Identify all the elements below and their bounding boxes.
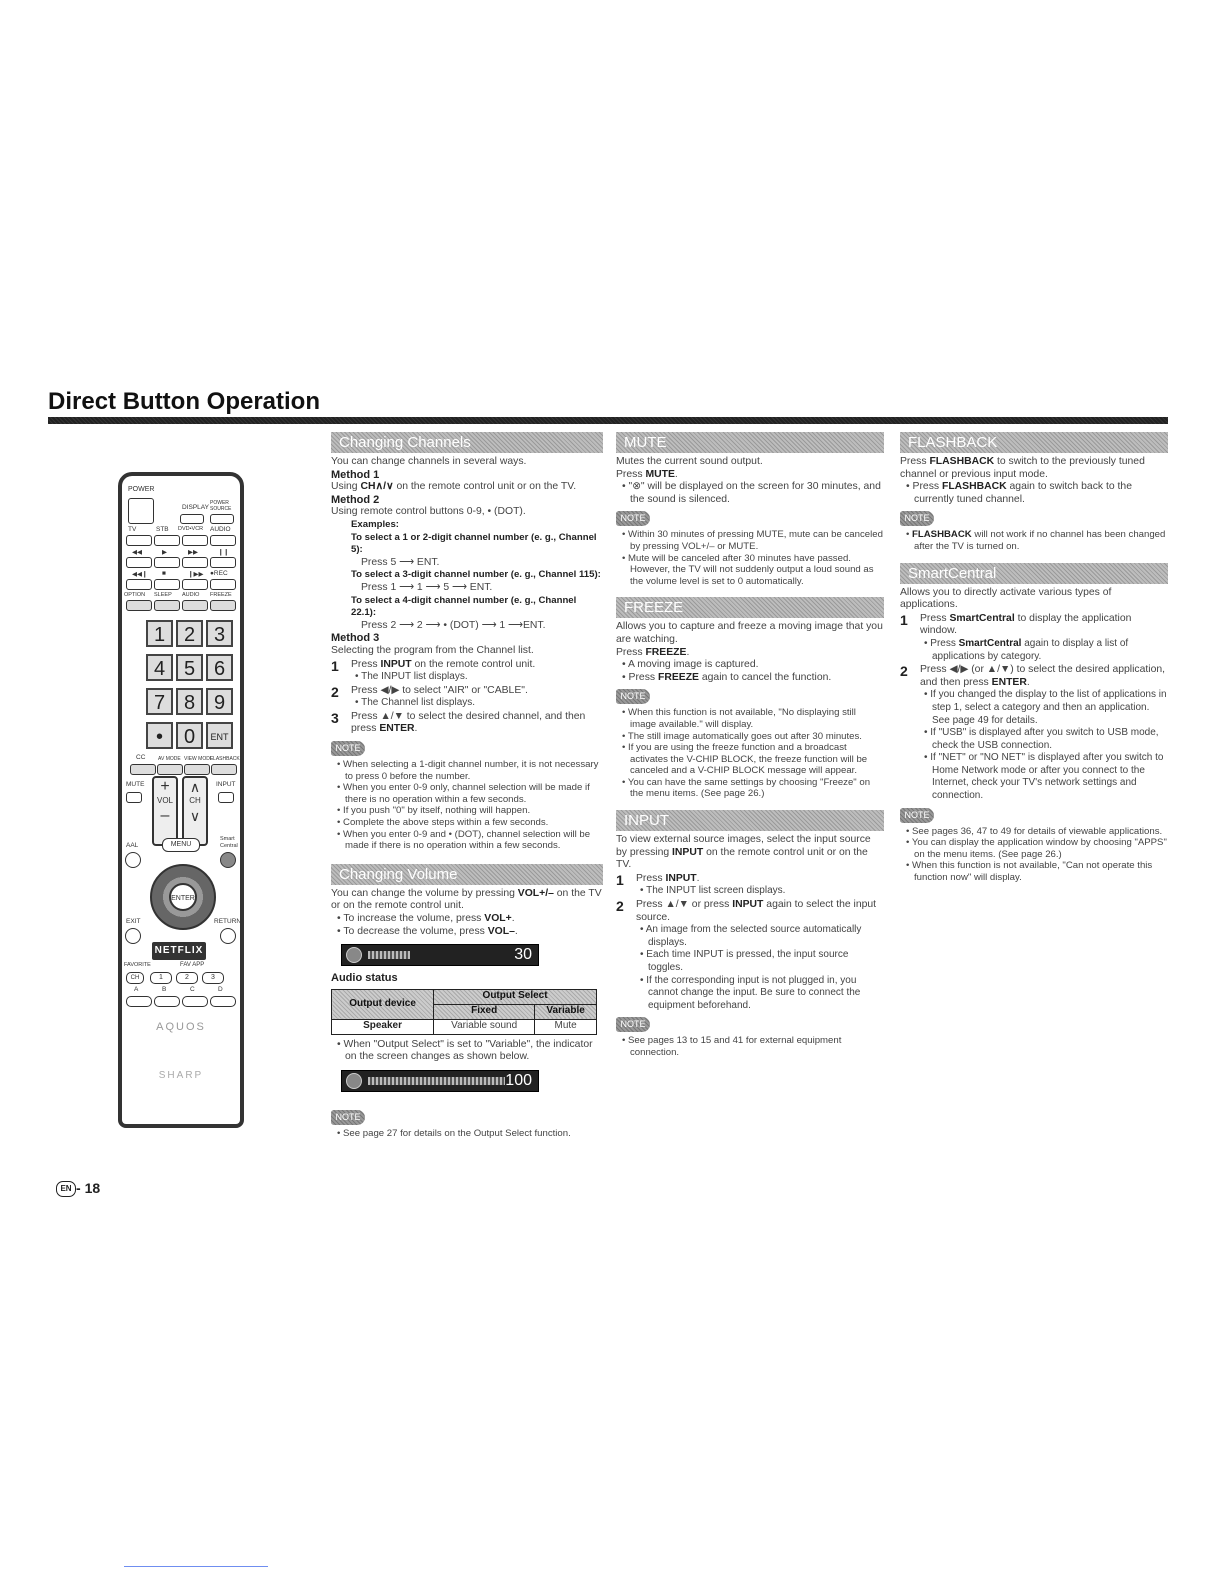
remote-enter-button: ENTER [169, 883, 197, 911]
remote-b-label: B [162, 986, 167, 993]
th-output-device: Output device [332, 989, 434, 1019]
skip-back-icon: ◀◀❙ [132, 571, 148, 578]
channels-step-1: 1 Press INPUT on the remote control unit. • The INPUT list displays. [331, 659, 603, 684]
freeze-press: Press FREEZE. [616, 646, 690, 658]
column-right [900, 432, 1168, 884]
th-output-select: Output Select [434, 989, 597, 1004]
remote-key: 6 [206, 654, 233, 681]
remote-dvd-label: DVD•VCR [178, 526, 204, 532]
freeze-notes: • When this function is not available, "No displaying still image available." will display. • The still image automatically goes out after 30 minutes. • If you are using the freeze function and a broadcast activates the V-CHIP BLOCK, the freeze function will be canceled and a V-CHIP BLOCK message will appear. • You can have the same settings by choosing "Freeze" on the menu items. (See page 26.) [616, 707, 884, 800]
smartcentral-intro: Allows you to directly activate various types of applications. [900, 586, 1112, 611]
remote-audio2-label: AUDIO [182, 592, 200, 598]
method-3-text: Selecting the program from the Channel list. [331, 644, 534, 656]
remote-fav3-button: 3 [202, 972, 224, 984]
remote-key: ENT [206, 722, 233, 749]
remote-power-label: POWER [128, 486, 155, 493]
td-variable-sound: Variable sound [434, 1019, 535, 1034]
table-row [332, 1019, 597, 1034]
smartcentral-step-2: 2 Press ◀/▶ (or ▲/▼) to select the desired application, and then press ENTER. • If you changed the display to the list of applications in step 1, select a category and then an application. See page 49 for details. • If "USB" is displayed after you switch to USB mode, check the USB connection. • If "NET" or "NO NET" is displayed after you switch to Home Network mode or after you connect to the Internet, check your TV's network settings and connection. [900, 664, 1168, 803]
input-step-2-sub: • An image from the selected source automatically displays. [640, 924, 884, 949]
volume-value: 30 [514, 945, 532, 963]
channels-step-1-sub: • The INPUT list displays. [355, 671, 603, 684]
remote-d-label: D [218, 986, 223, 993]
method-1-text: Using CH∧/∨ on the remote control unit or on the TV. [331, 481, 577, 493]
input-step-1-sub: • The INPUT list screen displays. [640, 885, 884, 898]
smartcentral-notes: • See pages 36, 47 to 49 for details of viewable applications. • You can display the application window by choosing "APPS" on the menu items. (See page 26.) • When this function is not available, "Can not operate this function now" will display. [900, 826, 1168, 884]
remote-tv-label: TV [128, 526, 137, 533]
smartcentral-step-2-sub: • If "USB" is displayed after you switch to USB mode, check the USB connection. [924, 727, 1168, 752]
remote-display-label: DISPLAY [182, 504, 209, 511]
remote-key: 0 [176, 722, 203, 749]
remote-stb-label: STB [156, 526, 169, 533]
mute-bullet: • "⊗" will be displayed on the screen for 30 minutes, and the sound is silenced. [622, 481, 884, 506]
volume-output-select-note: • When "Output Select" is set to "Variable", the indicator on the screen changes as shown below. [337, 1039, 603, 1064]
mute-notes: • Within 30 minutes of pressing MUTE, mute can be canceled by pressing VOL+/– or MUTE. • Mute will be canceled after 30 minutes have passed. However, the TV will not suddenly output a loud sound as the volume level is set to 0 automatically. [616, 529, 884, 587]
pause-icon: ❙❙ [218, 549, 229, 556]
flashback-note: • FLASHBACK will not work if no channel has been changed after the TV is turned on. [906, 529, 1168, 552]
th-variable: Variable [535, 1004, 597, 1019]
th-fixed: Fixed [434, 1004, 535, 1019]
remote-key: 3 [206, 620, 233, 647]
td-mute: Mute [535, 1019, 597, 1034]
fast-forward-icon: ▶▶ [188, 549, 198, 556]
footer-line [124, 1566, 268, 1567]
remote-input-label: INPUT [216, 781, 236, 788]
heading-changing-channels: Changing Channels [331, 432, 603, 453]
remote-avmode-label: AV MODE [158, 756, 181, 762]
note-badge: NOTE [616, 1017, 650, 1032]
example-2-press: Press 1 ⟶ 1 ⟶ 5 ⟶ ENT. [361, 581, 493, 593]
note-badge: NOTE [331, 1110, 365, 1125]
speaker-icon [346, 947, 362, 963]
remote-power-source-label: POWER SOURCE [210, 500, 232, 512]
remote-key: 1 [146, 620, 173, 647]
heading-flashback: FLASHBACK [900, 432, 1168, 453]
method-2-text: Using remote control buttons 0-9, • (DOT). [331, 506, 526, 518]
play-icon: ▶ [162, 549, 167, 556]
remote-key: • [146, 722, 173, 749]
volume-indicator-100 [341, 1070, 539, 1092]
input-step-2-sub: • Each time INPUT is pressed, the input source toggles. [640, 949, 884, 974]
note-badge: NOTE [900, 511, 934, 526]
example-2: To select a 3-digit channel number (e. g., Channel 115): [351, 569, 601, 581]
note-badge: NOTE [900, 808, 934, 823]
mute-intro: Mutes the current sound output. [616, 456, 763, 467]
volume-indicator-30 [341, 944, 539, 966]
remote-central-label: Central [220, 843, 238, 849]
remote-key: 7 [146, 688, 173, 715]
flashback-intro: Press FLASHBACK to switch to the previously tuned channel or previous input mode. [900, 456, 1145, 480]
remote-fav1-button: 1 [150, 972, 172, 984]
volume-intro: You can change the volume by pressing VOL+/– on the TV or on the remote control unit. [331, 887, 602, 912]
remote-key: 4 [146, 654, 173, 681]
remote-audio-label: AUDIO [210, 526, 231, 533]
input-step-2-sub: • If the corresponding input is not plugged in, you cannot change the input. Be sure to connect the equipment beforehand. [640, 975, 884, 1013]
remote-vol-label: VOL [156, 796, 173, 805]
channels-notes: • When selecting a 1-digit channel number, it is not necessary to press 0 before the number. • When you enter 0-9 only, channel selection will be made if there is no operation within a few seconds. • If you push "0" by itself, nothing will happen. • Complete the above steps within a few seconds. • When you enter 0-9 and • (DOT), channel selection will be made if there is no operation within a few seconds. [331, 759, 603, 852]
remote-sleep-label: SLEEP [154, 592, 172, 598]
volume-decrease: • To decrease the volume, press VOL–. [337, 926, 603, 939]
volume-track [368, 951, 410, 959]
smartcentral-step-1: 1 Press SmartCentral to display the application window. • Press SmartCentral again to display a list of applications by category. [900, 613, 1168, 663]
remote-key: 2 [176, 620, 203, 647]
input-step-2: 2 Press ▲/▼ or press INPUT again to select the input source. • An image from the selected source automatically displays. • Each time INPUT is pressed, the input source toggles. • If the corresponding input is not plugged in, you cannot change the input. Be sure to connect the equipment beforehand. [616, 899, 884, 1012]
freeze-bullet-1: • A moving image is captured. [622, 659, 884, 672]
examples-label: Examples: [351, 518, 399, 530]
remote-return-label: RETURN [214, 918, 242, 925]
td-speaker: Speaker [332, 1019, 434, 1034]
remote-rec-label: ●REC [210, 570, 228, 577]
remote-display-button [180, 514, 204, 524]
skip-forward-icon: ❙▶▶ [188, 571, 204, 578]
remote-menu-button: MENU [162, 838, 200, 852]
language-badge: EN [56, 1181, 76, 1197]
page-number-value: 18 [84, 1180, 101, 1196]
remote-power-source-button [210, 514, 234, 524]
note-badge: NOTE [616, 689, 650, 704]
remote-exit-label: EXIT [126, 918, 141, 925]
note-badge: NOTE [331, 741, 365, 756]
example-3-press: Press 2 ⟶ 2 ⟶ • (DOT) ⟶ 1 ⟶ENT. [361, 619, 546, 631]
remote-power-button [128, 498, 154, 524]
remote-flashback-label: FLASHBACK [210, 756, 240, 762]
channels-step-3: 3 Press ▲/▼ to select the desired channel, and then press ENTER. [331, 709, 586, 735]
remote-key: 5 [176, 654, 203, 681]
channels-step-2-sub: • The Channel list displays. [355, 697, 603, 710]
smartcentral-step-1-sub: • Press SmartCentral again to display a list of applications by category. [924, 638, 1168, 663]
remote-ch-rocker: ∧ CH ∨ [182, 776, 208, 846]
smartcentral-step-2-sub: • If "NET" or "NO NET" is displayed after you switch to Home Network mode or after you connect to the Internet, check your TV's network settings and connection. [924, 752, 1168, 802]
remote-aquos-logo: AQUOS [156, 1021, 206, 1033]
heading-input: INPUT [616, 810, 884, 831]
heading-changing-volume: Changing Volume [331, 864, 603, 885]
remote-c-label: C [190, 986, 195, 993]
column-left [331, 432, 603, 1140]
method-2-label: Method 2 [331, 493, 380, 506]
input-note: • See pages 13 to 15 and 41 for external equipment connection. [622, 1035, 884, 1058]
channels-intro: You can change channels in several ways. [331, 456, 527, 467]
remote-vol-rocker: + VOL – [152, 776, 178, 846]
example-1-press: Press 5 ⟶ ENT. [361, 556, 440, 568]
audio-status-table [331, 989, 597, 1035]
remote-fav-ch-button: CH [126, 972, 144, 984]
remote-viewmode-label: VIEW MODE [184, 756, 214, 762]
remote-netflix-button: NETFLIX [152, 942, 206, 960]
mute-press: Press MUTE. [616, 468, 678, 480]
volume-note: • See page 27 for details on the Output Select function. [337, 1128, 603, 1140]
example-1: To select a 1 or 2-digit channel number (e. g., Channel 5): [351, 531, 597, 556]
audio-status-title: Audio status [331, 972, 398, 985]
heading-smartcentral: SmartCentral [900, 563, 1168, 584]
remote-ch-label: CH [189, 796, 201, 805]
method-3-label: Method 3 [331, 632, 380, 645]
speaker-icon [346, 1073, 362, 1089]
example-3: To select a 4-digit channel number (e. g., Channel 22.1): [351, 594, 577, 619]
column-middle [616, 432, 884, 1059]
remote-fav2-button: 2 [176, 972, 198, 984]
remote-cc-label: CC [136, 754, 146, 761]
remote-smart-label: Smart [220, 836, 235, 842]
title-rule [48, 417, 1168, 424]
smartcentral-step-2-sub: • If you changed the display to the list of applications in step 1, select a category and then an application. See page 49 for details. [924, 689, 1168, 727]
remote-sharp-logo: SHARP [158, 1070, 204, 1081]
rewind-icon: ◀◀ [132, 549, 142, 556]
volume-value: 100 [505, 1071, 532, 1089]
remote-option-label: OPTION [124, 592, 146, 598]
heading-freeze: FREEZE [616, 597, 884, 618]
flashback-bullet: • Press FLASHBACK again to switch back to the currently tuned channel. [906, 481, 1168, 506]
stop-icon: ■ [162, 570, 166, 577]
freeze-bullet-2: • Press FREEZE again to cancel the function. [622, 672, 884, 685]
method-1-label: Method 1 [331, 468, 380, 481]
remote-mute-label: MUTE [126, 781, 145, 788]
remote-a-label: A [134, 986, 139, 993]
note-badge: NOTE [616, 511, 650, 526]
remote-aal-label: AAL [126, 842, 139, 849]
freeze-intro: Allows you to capture and freeze a moving image that you are watching. [616, 621, 883, 645]
volume-track [368, 1077, 506, 1085]
heading-mute: MUTE [616, 432, 884, 453]
remote-fav-app-label: FAV APP [180, 962, 205, 968]
page-title: Direct Button Operation [48, 388, 321, 415]
channels-step-2: 2 Press ◀/▶ to select "AIR" or "CABLE". • The Channel list displays. [331, 685, 603, 710]
remote-key: 8 [176, 688, 203, 715]
remote-dpad [150, 864, 216, 930]
input-step-1: 1 Press INPUT. • The INPUT list screen displays. [616, 873, 884, 898]
page-number: EN - 18 [56, 1180, 100, 1197]
remote-key: 9 [206, 688, 233, 715]
remote-freeze-label: FREEZE [210, 592, 232, 598]
remote-control-illustration [118, 472, 244, 1128]
remote-favorite-label: FAVORITE [124, 962, 151, 968]
input-intro: To view external source images, select the input source by pressing INPUT on the remote control unit or on the TV. [616, 834, 871, 871]
volume-increase: • To increase the volume, press VOL+. [337, 913, 603, 926]
